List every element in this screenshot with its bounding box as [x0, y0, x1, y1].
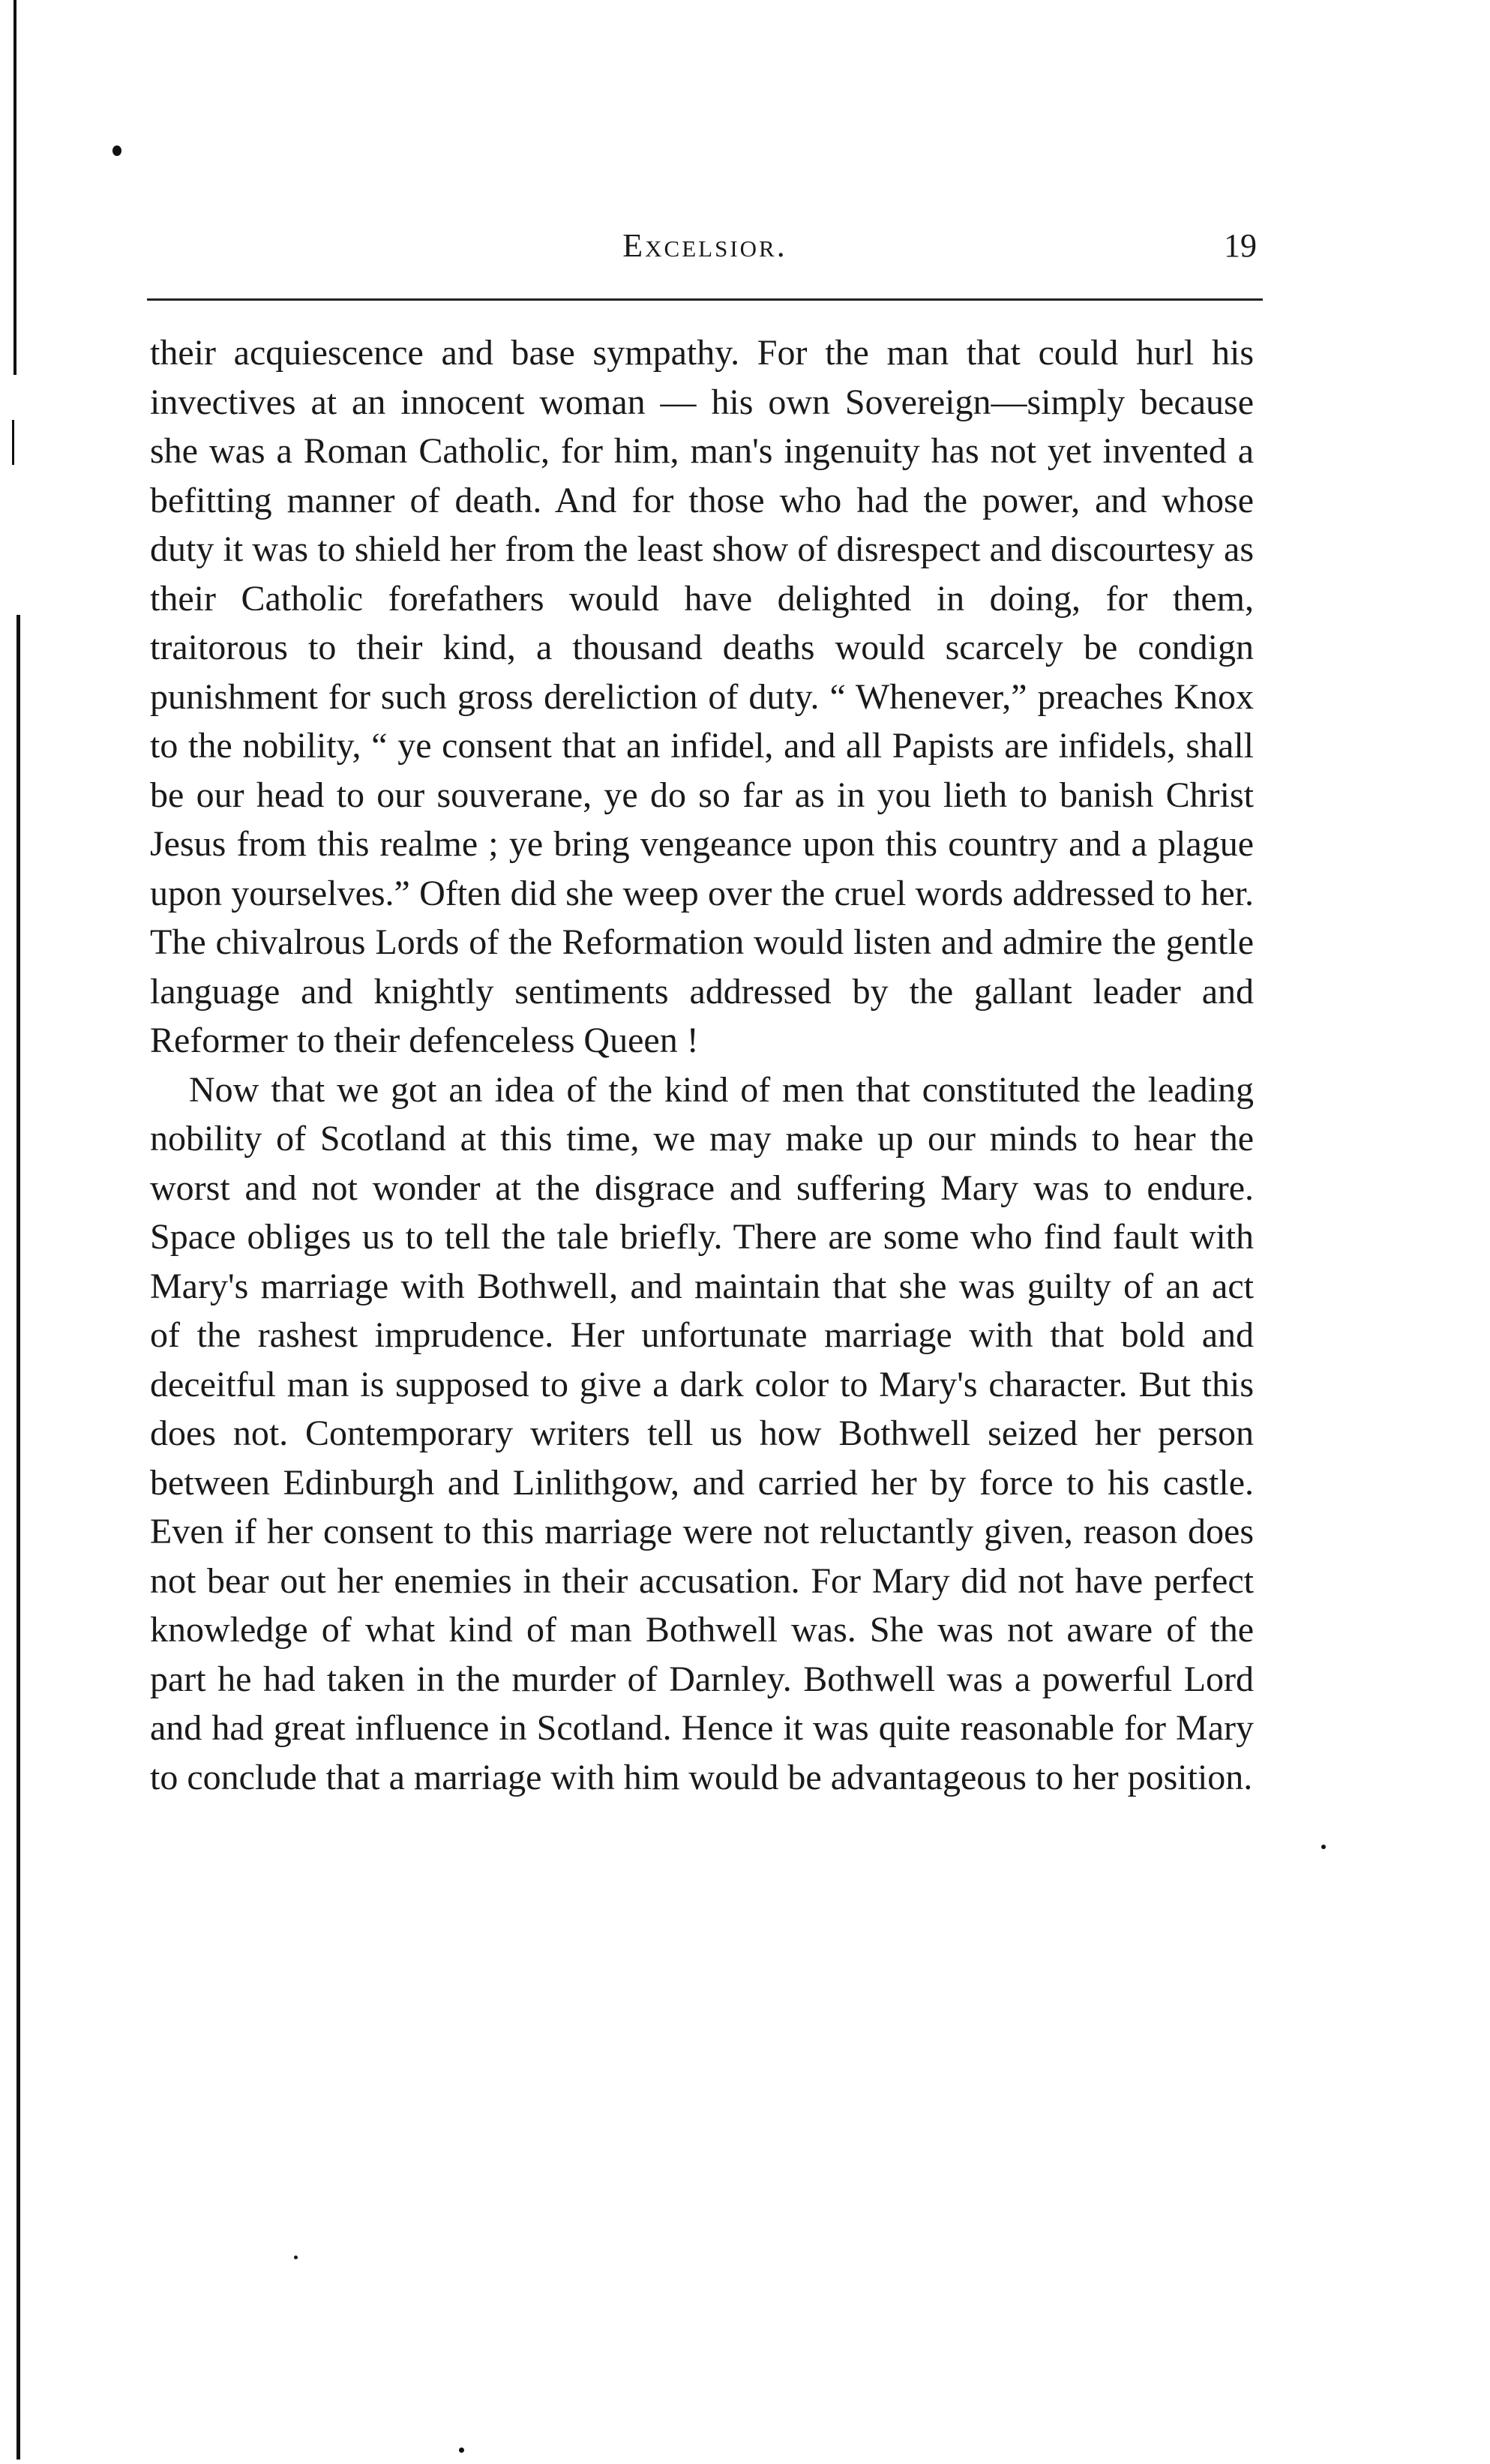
scan-speck [1321, 1845, 1326, 1849]
paragraph: their acquiescence and base sympathy. For the man that could hurl his invectives at an innocent woman — his own Sovereign—simply because she was a Roman Catholic, for him, man's ingenuity has not yet invented a befitting manner of death. And for those who had the power, and whose duty it was to shield her from the least show of disrespect and discourtesy as their Catholic forefathers would have delighted in doing, for them, traitorous to their kind, a thousand deaths would scarcely be condign punishment for such gross dereliction of duty. “ Whenever,” preaches Knox to the nobility, “ ye consent that an infidel, and all Papists are infidels, shall be our head to our souverane, ye do so far as in you lieth to banish Christ Jesus from this realme ; ye bring vengeance upon this country and a plague upon yourselves.” Often did she weep over the cruel words addressed to her. The chivalrous Lords of the Reformation would listen and admire the gentle language and knightly sentiments addressed by the gallant leader and Reformer to their defenceless Queen ! [150, 333, 1254, 1060]
body-text [150, 328, 1254, 1802]
scan-speck [112, 145, 121, 156]
page-header [147, 226, 1263, 294]
header-rule [147, 298, 1263, 301]
scan-edge-mark [13, 0, 16, 375]
scan-edge-mark [16, 615, 20, 2460]
paragraph: Now that we got an idea of the kind of men that constituted the leading nobility of Scotland at this time, we may make up our minds to hear the worst and not wonder at the disgrace and suffering Mary was to endure. Space obliges us to tell the tale briefly. There are some who find fault with Mary's marriage with Bothwell, and maintain that she was guilty of an act of the rashest imprudence. Her unfortunate marriage with that bold and deceitful man is supposed to give a dark color to Mary's character. But this does not. Contemporary writers tell us how Bothwell seized her person between Edinburgh and Linlithgow, and carried her by force to his castle. Even if her consent to this marriage were not reluctantly given, reason does not bear out her enemies in their accusation. For Mary did not have perfect knowledge of what kind of man Bothwell was. She was not aware of the part he had taken in the murder of Darnley. Bothwell was a powerful Lord and had great influence in Scotland. Hence it was quite reasonable for Mary to conclude that a marriage with him would be advantageous to her position. [150, 1069, 1254, 1797]
scan-speck [459, 2448, 464, 2453]
running-title: Excelsior. [622, 227, 787, 264]
scan-speck [294, 2256, 298, 2259]
page-number: 19 [1224, 227, 1257, 264]
scan-edge-mark [12, 420, 14, 465]
